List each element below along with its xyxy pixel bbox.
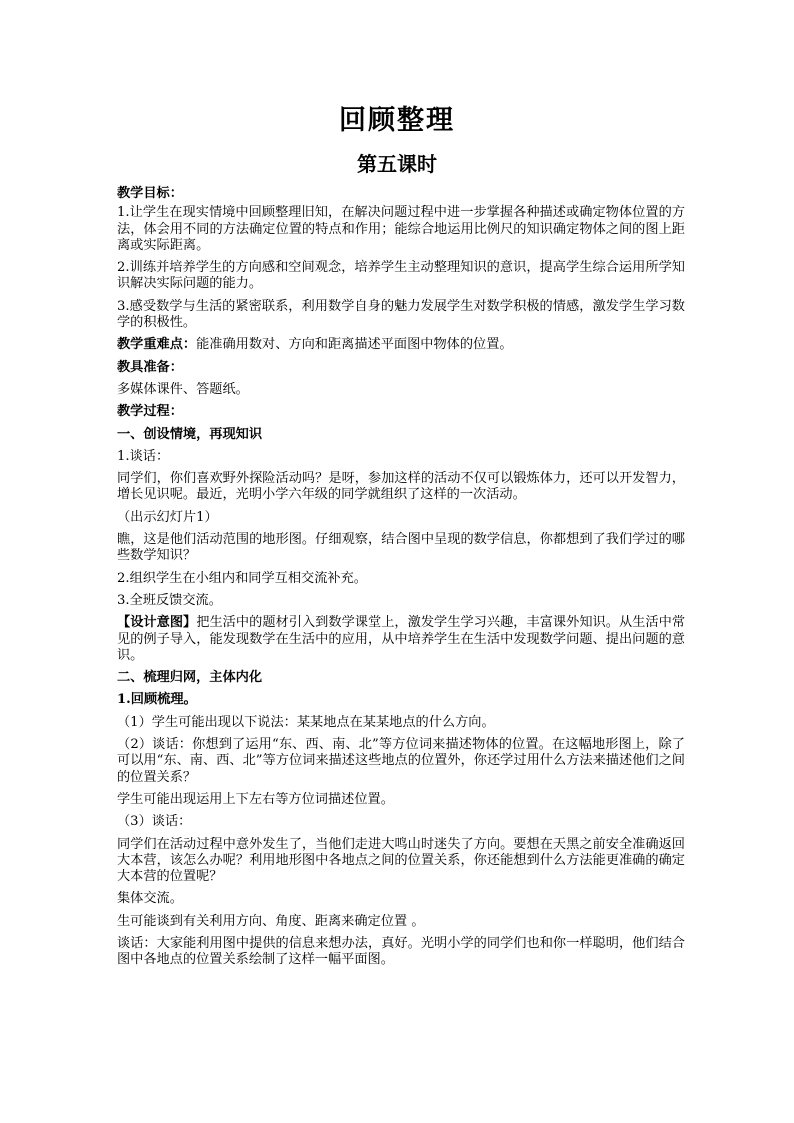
- section2-p8: 谈话：大家能利用图中提供的信息来想办法，真好。光明小学的同学们也和你一样聪明，他们结合图中各地点的位置关系绘制了这样一幅平面图。: [117, 935, 685, 968]
- section1-look-text: 瞧，这是他们活动范围的地形图。仔细观察，结合图中呈现的数学信息，你都想到了我们学过的哪些数学知识？: [117, 532, 685, 564]
- section2-sub1: 1.回顾梳理。: [117, 692, 197, 708]
- section2-p1: （1）学生可能出现以下说法：某某地点在某某地点的什么方向。: [117, 714, 495, 730]
- page-title: 回顾整理: [339, 105, 455, 136]
- section1-step2: 2.组织学生在小组内和同学互相交流补充。: [117, 570, 367, 586]
- section1-step3: 3.全班反馈交流。: [117, 592, 222, 608]
- section2-p5: 同学们在活动过程中意外发生了，当他们走进大鸣山时迷失了方向。要想在天黑之前安全准确返回大本营，该怎么办呢？利用地形图中各地点之间的位置关系，你还能想到什么方法能更准确的确定大本营的位置呢？: [117, 836, 685, 885]
- section2-p6: 集体交流。: [117, 891, 183, 907]
- objective-item-1: 1.让学生在现实情境中回顾整理旧知，在解决问题过程中进一步掌握各种描述或确定物体位置的方法，体会用不同的方法确定位置的特点和作用；能综合地运用比例尺的知识确定物体之间的图上距离或实际距离。: [117, 205, 685, 253]
- section1-slide-note: （出示幻灯片1）: [117, 509, 218, 525]
- section1-design: [117, 615, 685, 664]
- section2-heading: 二、梳理归网，主体内化: [117, 670, 263, 686]
- materials-heading: 教具准备：: [117, 359, 183, 375]
- section1-talk-label: 1.谈话：: [117, 448, 170, 464]
- key-points-text: 能准确用数对、方向和距离描述平面图中物体的位置。: [196, 337, 513, 353]
- key-points-label: 教学重难点：: [117, 337, 197, 353]
- key-points: [117, 337, 685, 353]
- document-body: [117, 186, 685, 975]
- section1-talk-text: 同学们，你们喜欢野外探险活动吗？是呀，参加这样的活动不仅可以锻炼体力，还可以开发智力，增长见识呢。最近，光明小学六年级的同学就组织了这样的一次活动。: [117, 471, 685, 503]
- section2-p2: （2）谈话：你想到了运用“东、西、南、北”等方位词来描述物体的位置。在这幅地形图上，除了可以用“东、南、西、北”等方位词来描述这些地点的位置外，你还学过用什么方法来描述他们之间的位置关系？: [117, 737, 685, 785]
- section2-p3: 学生可能出现运用上下左右等方位词描述位置。: [117, 791, 394, 807]
- design-label: 【设计意图】: [117, 615, 197, 631]
- page-subtitle: 第五课时: [357, 152, 437, 176]
- objectives-heading: 教学目标：: [117, 186, 183, 201]
- process-heading: 教学过程：: [117, 404, 183, 420]
- objective-item-2: 2.训练并培养学生的方向感和空间观念，培养学生主动整理知识的意识，提高学生综合运用所学知识解决实际问题的能力。: [117, 260, 685, 292]
- section2-p4: （3）谈话：: [117, 814, 192, 830]
- objective-item-3: 3.感受数学与生活的紧密联系，利用数学自身的魅力发展学生对数学积极的情感，激发学生学习数学的积极性。: [117, 298, 685, 331]
- section1-heading: 一、创设情境，再现知识: [117, 426, 263, 442]
- design-text: 把生活中的题材引入到数学课堂上，激发学生学习兴趣，丰富课外知识。从生活中常见的例子导入，能发现数学在生活中的应用，从中培养学生在生活中发现数学问题、提出问题的意识。: [117, 615, 686, 663]
- section2-p7: 生可能谈到有关利用方向、角度、距离来确定位置 。: [117, 913, 425, 929]
- materials-text: 多媒体课件、答题纸。: [117, 381, 249, 397]
